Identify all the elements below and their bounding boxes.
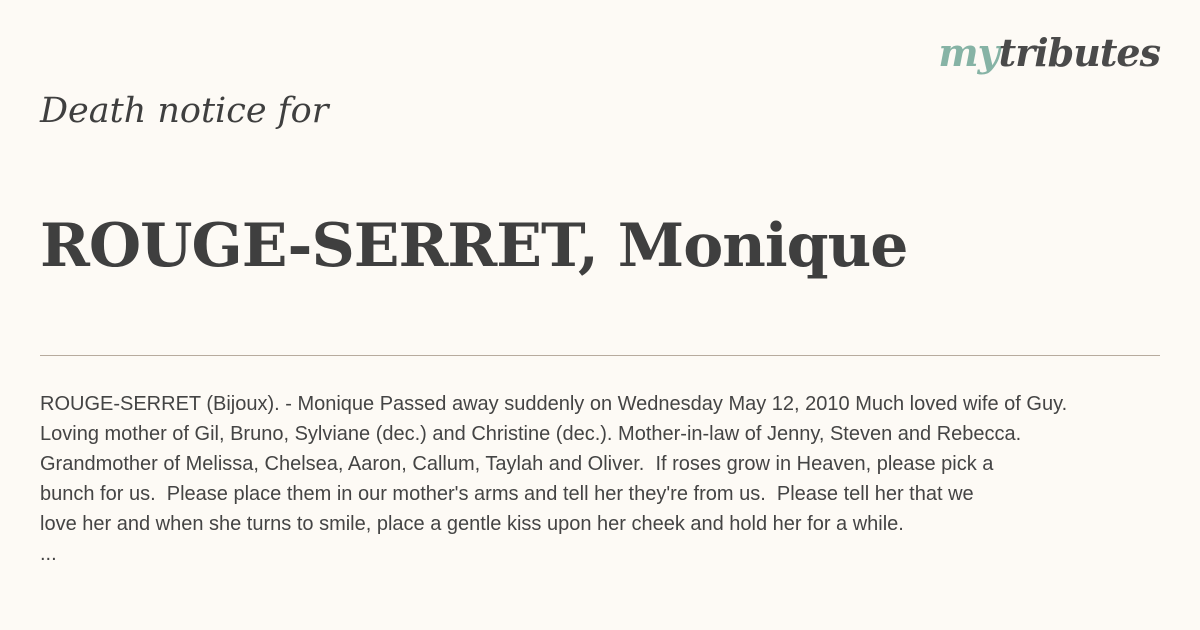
- deceased-name: ROUGE-SERRET, Monique: [40, 211, 908, 281]
- mytributes-logo[interactable]: [938, 30, 1160, 75]
- logo-my: my: [938, 30, 999, 75]
- notice-ellipsis: ...: [40, 543, 57, 565]
- notice-line: Loving mother of Gil, Bruno, Sylviane (dec.) and Christine (dec.). Mother-in-law of Jenny, Steven and Rebecca.: [40, 423, 1022, 445]
- logo-tributes: tributes: [998, 30, 1160, 75]
- notice-kicker: Death notice for: [40, 91, 329, 131]
- notice-line: Grandmother of Melissa, Chelsea, Aaron, Callum, Taylah and Oliver. If roses grow in Heaven, please pick a: [40, 453, 994, 475]
- notice-body: [40, 389, 1160, 569]
- notice-line: bunch for us. Please place them in our mother's arms and tell her they're from us. Please tell her that we: [40, 483, 974, 505]
- divider: [40, 355, 1160, 356]
- notice-line: love her and when she turns to smile, place a gentle kiss upon her cheek and hold her for a while.: [40, 513, 904, 535]
- notice-line: ROUGE-SERRET (Bijoux). - Monique Passed away suddenly on Wednesday May 12, 2010 Much loved wife of Guy.: [40, 393, 1068, 415]
